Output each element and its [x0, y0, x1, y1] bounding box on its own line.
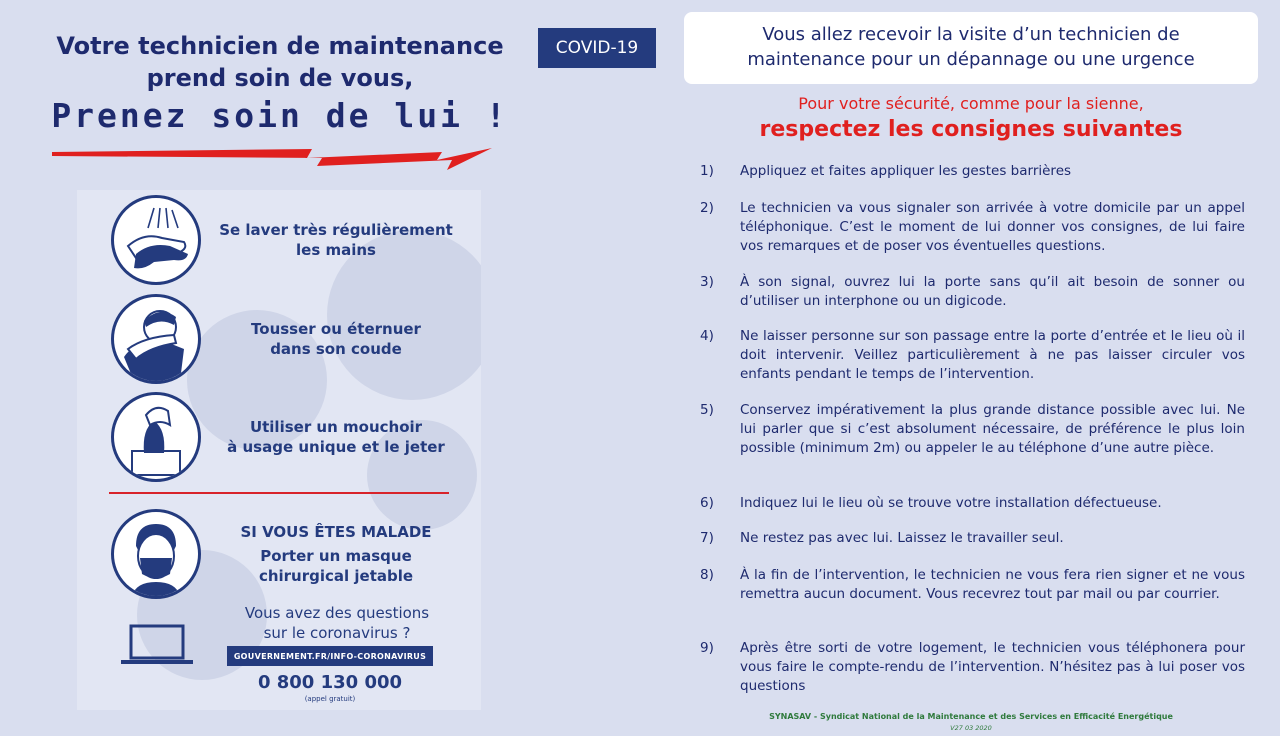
visit-line2: maintenance pour un dépannage ou une urgence [747, 49, 1195, 70]
rule-text: Conservez impérativement la plus grande distance possible avec lui. Ne lui parler que si c’est absolument nécessaire, de préférence le plus loin possible (minimum 2m) ou appeler le au téléphone d’une autre pièce. [740, 402, 1245, 456]
gesture-wash-hands [111, 195, 471, 285]
rule-number: 4) [700, 328, 714, 344]
footer-version: V27 03 2020 [950, 724, 992, 732]
laptop-icon [119, 624, 195, 666]
rule-item [700, 566, 1245, 604]
rule-text: Indiquez lui le lieu où se trouve votre installation défectueuse. [740, 495, 1162, 511]
rule-item [700, 199, 1245, 256]
rule-item [700, 529, 1245, 548]
gesture-cough-line2: dans son coude [270, 340, 402, 358]
rule-text: Ne laisser personne sur son passage entre la porte d’entrée et le lieu où il doit intervenir. Veillez particulièrement à ne pas laisser circuler vos enfants pendant le temps de l’intervention. [740, 328, 1245, 382]
rule-item [700, 327, 1245, 384]
rule-text: À son signal, ouvrez lui la porte sans qu’il ait besoin de sonner ou d’utiliser un interphone ou un digicode. [740, 274, 1245, 309]
rule-item [700, 162, 1245, 181]
safety-line1: Pour votre sécurité, comme pour la sienne, [798, 94, 1144, 113]
rule-number: 1) [700, 163, 714, 179]
main-title [40, 30, 520, 94]
poster [77, 190, 481, 710]
cough-elbow-icon [111, 294, 201, 384]
questions-line1: Vous avez des questions [244, 604, 430, 622]
rule-number: 6) [700, 495, 714, 511]
gesture-wash-line2: les mains [296, 241, 376, 259]
gesture-cough-line1: Tousser ou éternuer [251, 320, 421, 338]
rule-number: 8) [700, 567, 714, 583]
covid-badge: COVID-19 [538, 28, 656, 68]
footer-org: SYNASAV - Syndicat National de la Maintenance et des Services en Efficacité Energétique [769, 712, 1173, 721]
tissue-icon [111, 392, 201, 482]
rule-text: Le technicien va vous signaler son arrivée à votre domicile par un appel téléphonique. C’est le moment de lui donner vos consignes, de lui faire vos remarques et de poser vos éventuelles questions. [740, 200, 1245, 254]
rule-item [700, 401, 1245, 458]
rule-number: 2) [700, 200, 714, 216]
title-line-2: prend soin de vous, [146, 64, 414, 92]
gouv-url-link[interactable]: GOUVERNEMENT.FR/INFO-CORONAVIRUS [227, 646, 433, 666]
title-line-1: Votre technicien de maintenance [56, 32, 504, 60]
rule-text: Appliquez et faites appliquer les gestes barrières [740, 163, 1072, 179]
rule-number: 3) [700, 274, 714, 290]
malade-line1: Porter un masque [260, 547, 412, 565]
rule-number: 7) [700, 530, 714, 546]
rule-number: 5) [700, 402, 714, 418]
poster-divider [109, 492, 449, 494]
gesture-tissue-line2: à usage unique et le jeter [227, 438, 445, 456]
visit-line1: Vous allez recevoir la visite d’un technicien de [762, 24, 1180, 45]
visit-box [684, 12, 1258, 84]
gesture-wash-line1: Se laver très régulièrement [219, 221, 453, 239]
gesture-tissue [111, 392, 471, 482]
lightning-underline-icon [52, 146, 497, 172]
rule-item [700, 273, 1245, 311]
safety-line2: respectez les consignes suivantes [759, 117, 1183, 142]
gesture-cough-elbow [111, 294, 471, 384]
gesture-mask [111, 509, 471, 599]
malade-line2: chirurgical jetable [258, 567, 414, 585]
title-line-3: Prenez soin de lui ! [51, 96, 509, 135]
rule-text: Après être sorti de votre logement, le technicien vous téléphonera pour vous faire le compte-rendu de l’intervention. N’hésitez pas à lui poser vos questions [740, 640, 1245, 694]
gesture-tissue-line1: Utiliser un mouchoir [249, 418, 423, 436]
phone-number: 0 800 130 000 [257, 672, 403, 693]
rule-text: Ne restez pas avec lui. Laissez le travailler seul. [740, 530, 1064, 546]
rule-item [700, 639, 1245, 696]
rule-text: À la fin de l’intervention, le technicien ne vous fera rien signer et ne vous remettra aucun document. Vous recevrez tout par mail ou par courrier. [740, 567, 1245, 602]
mask-face-icon [111, 509, 201, 599]
questions-line2: sur le coronavirus ? [263, 624, 411, 642]
rule-number: 9) [700, 640, 714, 656]
malade-title: SI VOUS ÊTES MALADE [240, 523, 432, 541]
rule-item [700, 494, 1245, 513]
questions-text [217, 603, 457, 643]
phone-note: (appel gratuit) [304, 695, 356, 703]
hand-wash-icon [111, 195, 201, 285]
